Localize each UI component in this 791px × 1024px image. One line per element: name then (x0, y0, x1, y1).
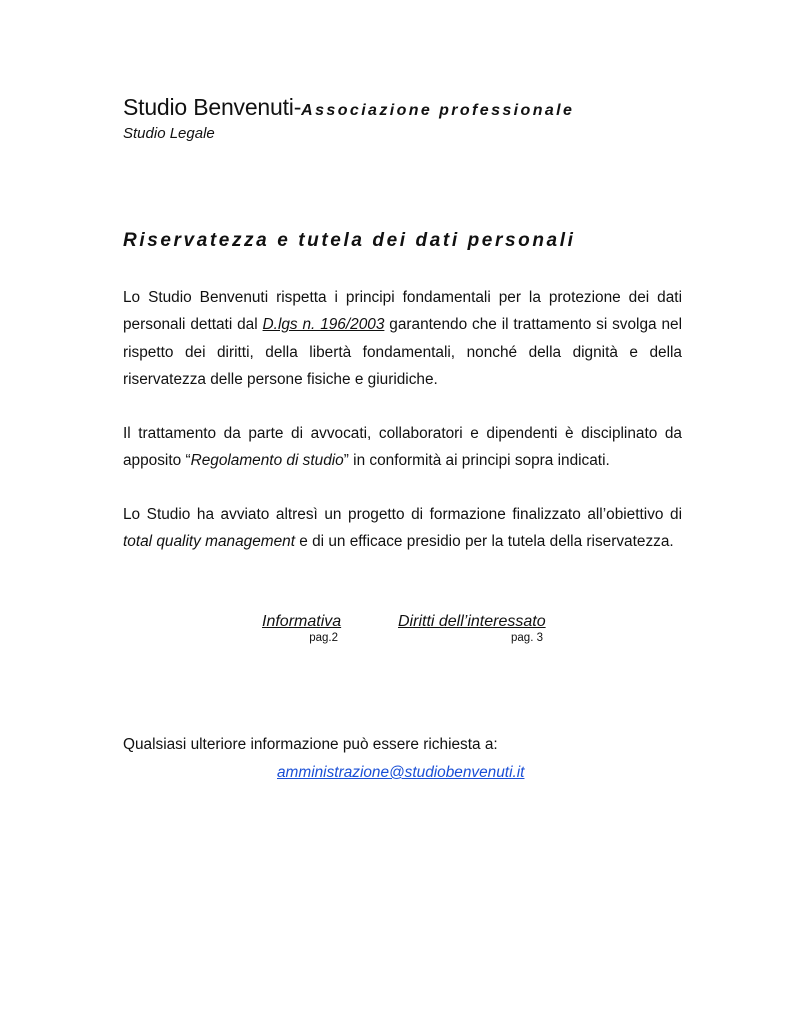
paragraph-text: garantendo che il trattamento si svolga nel rispetto dei diritti, della libertà fondamentali, nonché della dignità e della riservatezza delle persone fisiche e giuridiche. (123, 316, 683, 389)
paragraph-text: Lo Studio Benvenuti rispetta i principi fondamentali per la protezione dei dati personali dettati dal (123, 289, 682, 334)
email-link[interactable]: amministrazione@studiobenvenuti.it (277, 764, 525, 781)
informativa-page-ref: pag.2 (309, 632, 338, 644)
law-reference-link[interactable]: D.lgs n. 196/2003 (262, 316, 385, 334)
diritti-interessato-link[interactable]: Diritti dell’interessato (398, 613, 546, 630)
firm-name: Studio Benvenuti- (123, 94, 302, 120)
contact-text: Qualsiasi ulteriore informazione può essere richiesta a: (123, 736, 498, 753)
regulation-name: Regolamento di studio (190, 452, 344, 470)
firm-type: Studio Legale (123, 125, 215, 142)
paragraph-text: Il trattamento da parte di avvocati, collaboratori e dipendenti è disciplinato da apposito “ (123, 425, 682, 470)
firm-subtitle: Associazione professionale (301, 102, 575, 119)
diritti-page-ref: pag. 3 (511, 632, 543, 644)
paragraph-text: Lo Studio ha avviato altresì un progetto di formazione finalizzato all’obiettivo di (123, 506, 682, 523)
paragraph-text: ” in conformità ai principi sopra indicati. (343, 452, 610, 470)
informativa-link[interactable]: Informativa (262, 613, 342, 630)
informativa-link-block (262, 612, 342, 645)
paragraph-training (123, 501, 682, 556)
paragraph-regulation (123, 420, 682, 475)
tqm-term: total quality management (123, 533, 295, 551)
diritti-link-block (398, 612, 546, 645)
section-title: Riservatezza e tutela dei dati personali (123, 230, 576, 251)
paragraph-text: e di un efficace presidio per la tutela della riservatezza. (294, 533, 674, 551)
letterhead (123, 92, 574, 142)
paragraph-privacy-principles (123, 284, 682, 394)
firm-name-line (123, 92, 574, 126)
